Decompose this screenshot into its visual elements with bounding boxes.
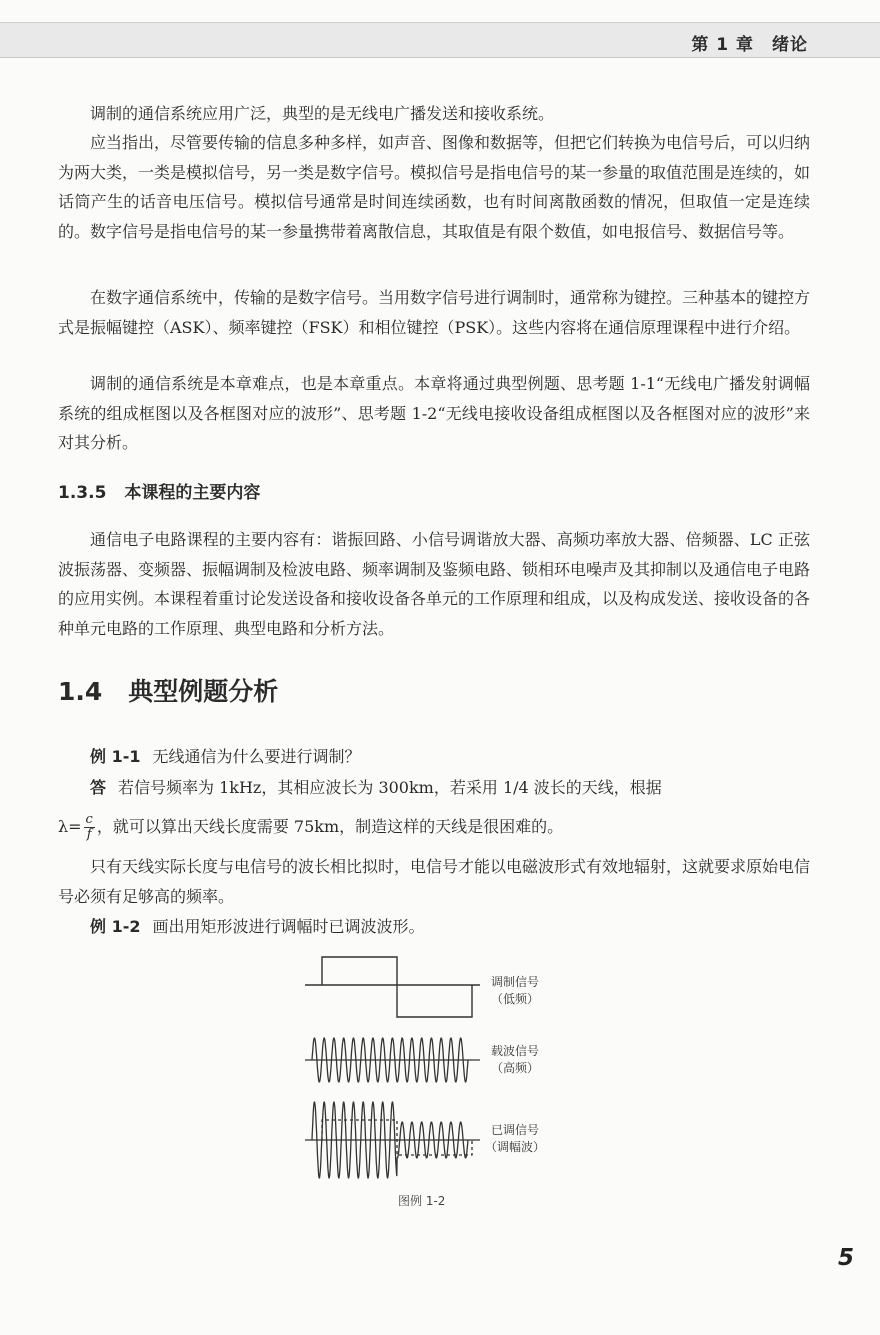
- figure-caption: 图例 1-2: [398, 1194, 446, 1208]
- intro-paragraph-1: 调制的通信系统应用广泛，典型的是无线电广播发送和接收系统。: [90, 104, 555, 123]
- example-question: 画出用矩形波进行调幅时已调波波形。: [152, 917, 425, 936]
- lambda-symbol: λ=: [58, 817, 82, 836]
- label-line-2: （调幅波）: [484, 1140, 545, 1154]
- label-line-2: （高频）: [490, 1061, 539, 1075]
- section-title: 典型例题分析: [128, 677, 279, 706]
- example-label: 例 1-2: [90, 917, 141, 936]
- radiation-paragraph: 只有天线实际长度与电信号的波长相比拟时，电信号才能以电磁波形式有效地辐射，这就要求原始电信号必须有足够高的频率。: [58, 857, 811, 906]
- label-line-1: 载波信号: [490, 1044, 539, 1058]
- intro-paragraph-4: 调制的通信系统是本章难点，也是本章重点。本章将通过典型例题、思考题 1-1“无线电广播发射调幅系统的组成框图以及各框图对应的波形”、思考题 1-2“无线电接收设备组成框图以及各框图对应的波形”来对其分析。: [58, 374, 810, 452]
- carrier-signal-label: [475, 1043, 555, 1077]
- example-1-2: [58, 912, 810, 942]
- answer-formula-line: [58, 812, 810, 842]
- answer-label: 答: [90, 778, 107, 797]
- answer-paragraph: [58, 773, 810, 803]
- intro-paragraph-3: 在数字通信系统中，传输的是数字信号。当用数字信号进行调制时，通常称为键控。三种基本的键控方式是振幅键控（ASK）、频率键控（FSK）和相位键控（PSK）。这些内容将在通信原理课程中进行介绍。: [58, 288, 811, 337]
- section-number: 1.4: [58, 677, 103, 706]
- chapter-header: 第 1 章 绪论: [691, 35, 808, 55]
- page-number: 5: [837, 1245, 854, 1271]
- modulated-am-wave: [305, 1102, 480, 1178]
- section-heading-1-3-5: [58, 478, 260, 503]
- section-title: 本课程的主要内容: [124, 483, 261, 503]
- modulated-signal-label: [475, 1122, 555, 1156]
- course-content-paragraph: 通信电子电路课程的主要内容有：谐振回路、小信号调谐放大器、高频功率放大器、倍频器、LC 正弦波振荡器、变频器、振幅调制及检波电路、频率调制及鉴频电路、锁相环电噪声及其抑制以及通信电子电路的应用实例。本课程着重讨论发送设备和接收设备各单元的工作原理和组成，以及构成发送、接收设备的各种单元电路的工作原理、典型电路和分析方法。: [58, 530, 811, 638]
- example-label: 例 1-1: [90, 747, 141, 766]
- section-number: 1.3.5: [58, 483, 107, 503]
- section-heading-1-4: [58, 672, 278, 708]
- square-wave-path: [322, 957, 472, 1017]
- label-line-2: （低频）: [490, 992, 539, 1006]
- modulating-signal-label: [475, 974, 555, 1008]
- label-line-1: 已调信号: [490, 1123, 539, 1137]
- answer-text-1: 若信号频率为 1kHz，其相应波长为 300km，若采用 1/4 波长的天线，根据: [118, 778, 662, 797]
- label-line-1: 调制信号: [490, 975, 539, 989]
- modulating-square-wave: [305, 957, 480, 1017]
- fraction-numerator: c: [85, 812, 93, 827]
- fraction-denominator: f: [86, 827, 92, 842]
- intro-paragraph-2: 应当指出，尽管要传输的信息多种多样，如声音、图像和数据等，但把它们转换为电信号后，可以归纳为两大类，一类是模拟信号，另一类是数字信号。模拟信号是指电信号的某一参量的取值范围是连续的，如话筒产生的话音电压信号。模拟信号通常是时间连续函数，也有时间离散函数的情况，但取值一定是连续的。数字信号是指电信号的某一参量携带着离散信息，其取值是有限个数值，如电报信号、数据信号等。: [58, 133, 811, 241]
- carrier-sine-wave: [305, 1038, 480, 1082]
- example-1-1: [58, 742, 810, 772]
- example-question: 无线通信为什么要进行调制？: [152, 747, 361, 766]
- answer-text-2: ，就可以算出天线长度需要 75km，制造这样的天线是很困难的。: [96, 817, 564, 836]
- c-over-f-fraction: [84, 813, 95, 842]
